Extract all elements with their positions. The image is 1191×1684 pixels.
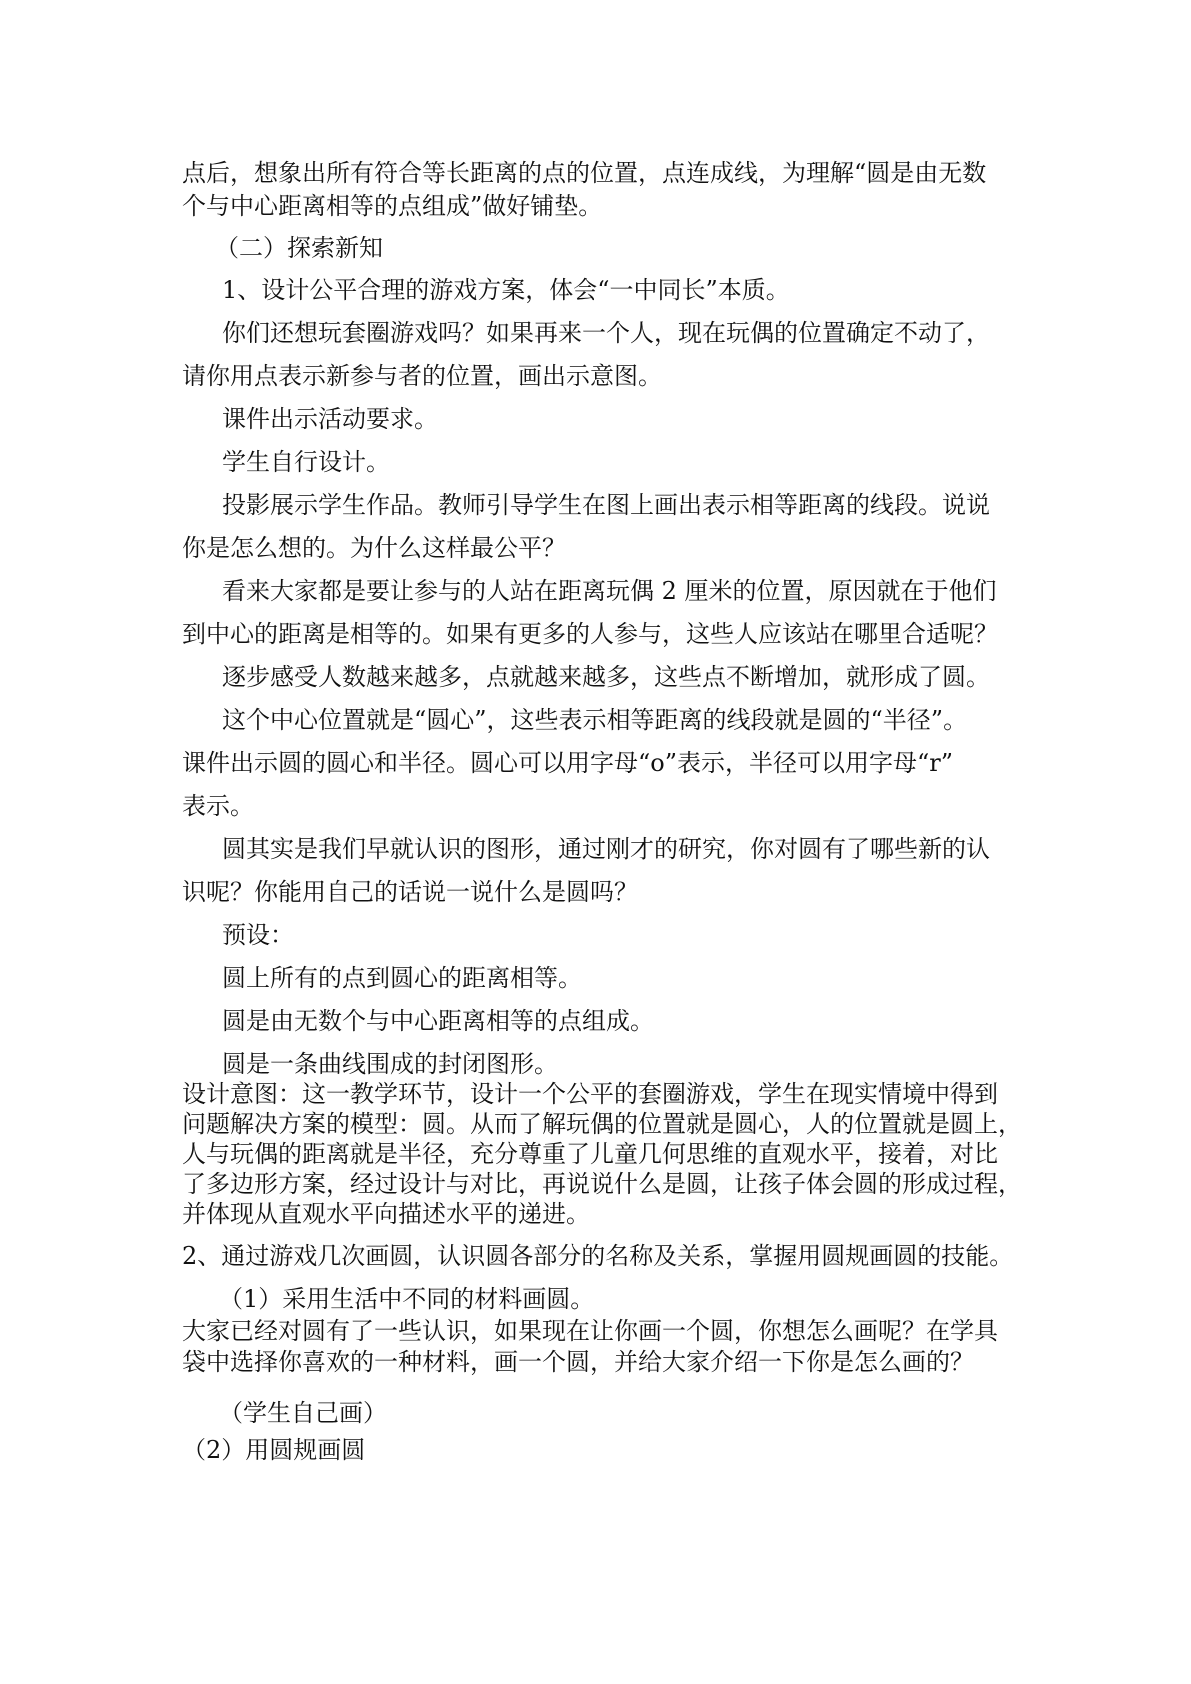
text-line: 到中心的距离是相等的。如果有更多的人参与，这些人应该站在哪里合适呢？ (182, 620, 998, 648)
subsection-heading: 1、设计公平合理的游戏方案，体会“一中同长”本质。 (222, 276, 790, 304)
text-line: 袋中选择你喜欢的一种材料，画一个圆，并给大家介绍一下你是怎么画的？ (182, 1348, 974, 1376)
text-line: 圆上所有的点到圆心的距离相等。 (222, 964, 582, 992)
text-line: 识呢？你能用自己的话说一说什么是圆吗？ (182, 878, 638, 906)
text-line: （1）采用生活中不同的材料画圆。 (219, 1285, 595, 1313)
text-line: （学生自己画） (219, 1399, 387, 1427)
text-line: 点后，想象出所有符合等长距离的点的位置，点连成线，为理解“圆是由无数 (182, 159, 987, 187)
text-line: 圆其实是我们早就认识的图形，通过刚才的研究，你对圆有了哪些新的认 (222, 835, 990, 863)
text-line: 投影展示学生作品。教师引导学生在图上画出表示相等距离的线段。说说 (222, 491, 990, 519)
text-line: 圆是由无数个与中心距离相等的点组成。 (222, 1007, 654, 1035)
text-line: 课件出示活动要求。 (222, 405, 438, 433)
text-line: 个与中心距离相等的点组成”做好铺垫。 (182, 192, 603, 220)
text-line: 圆是一条曲线围成的封闭图形。 (222, 1050, 558, 1078)
text-line: 看来大家都是要让参与的人站在距离玩偶 2 厘米的位置，原因就在于他们 (222, 577, 997, 605)
section-heading: （二）探索新知 (215, 234, 383, 262)
design-intent-line: 设计意图：这一教学环节，设计一个公平的套圈游戏，学生在现实情境中得到 (182, 1080, 998, 1108)
subsection-heading: 2、通过游戏几次画圆，认识圆各部分的名称及关系，掌握用圆规画圆的技能。 (182, 1242, 1014, 1270)
text-line: 你是怎么想的。为什么这样最公平？ (182, 534, 566, 562)
text-line: 请你用点表示新参与者的位置，画出示意图。 (182, 362, 662, 390)
text-line: 你们还想玩套圈游戏吗？如果再来一个人，现在玩偶的位置确定不动了， (222, 319, 990, 347)
design-intent-line: 人与玩偶的距离就是半径，充分尊重了儿童几何思维的直观水平，接着，对比 (182, 1140, 998, 1168)
design-intent-line: 并体现从直观水平向描述水平的递进。 (182, 1200, 590, 1228)
text-line: 预设： (222, 921, 294, 949)
text-line: 表示。 (182, 792, 254, 820)
text-line: 学生自行设计。 (222, 448, 390, 476)
text-line: 课件出示圆的圆心和半径。圆心可以用字母“o”表示，半径可以用字母“r” (182, 749, 953, 777)
subsection-heading: （2）用圆规画圆 (182, 1436, 366, 1464)
design-intent-line: 问题解决方案的模型：圆。从而了解玩偶的位置就是圆心，人的位置就是圆上， (182, 1110, 1022, 1138)
text-line: 逐步感受人数越来越多，点就越来越多，这些点不断增加，就形成了圆。 (222, 663, 990, 691)
text-line: 这个中心位置就是“圆心”，这些表示相等距离的线段就是圆的“半径”。 (222, 706, 968, 734)
text-line: 大家已经对圆有了一些认识，如果现在让你画一个圆，你想怎么画呢？在学具 (182, 1317, 998, 1345)
design-intent-line: 了多边形方案，经过设计与对比，再说说什么是圆，让孩子体会圆的形成过程， (182, 1170, 1022, 1198)
